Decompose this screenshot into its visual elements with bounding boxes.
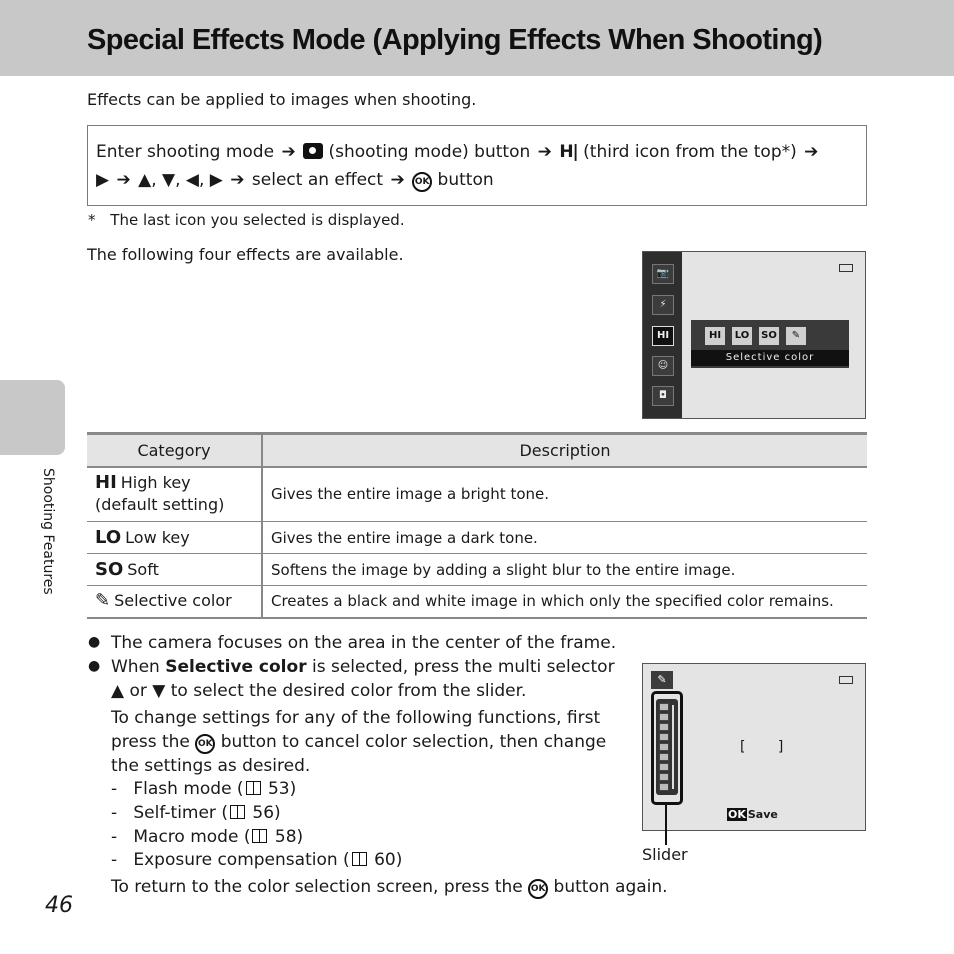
paragraph-text: button again. — [548, 877, 668, 897]
category-label: Low key — [125, 527, 190, 547]
page-ref: 60) — [374, 850, 403, 870]
page-ref: 56) — [252, 803, 281, 823]
paragraph-line: the settings as desired. — [111, 756, 311, 776]
section-side-label — [38, 468, 58, 618]
paragraph-text: button to cancel color selection, then change — [215, 732, 607, 752]
arrow-icon: ➔ — [116, 170, 131, 190]
ok-key: OK — [728, 808, 746, 821]
arrow-icon: ➔ — [281, 142, 296, 162]
procedure-box — [87, 125, 867, 206]
direction-keys: ▲, ▼, ◀, ▶ — [138, 170, 223, 190]
effect-option-high-key: HI — [705, 327, 725, 345]
category-cell — [87, 586, 262, 618]
ok-button-icon: OK — [528, 879, 548, 899]
selective-color-term: Selective color — [165, 657, 307, 677]
scene-icon: 📷 — [652, 264, 674, 284]
category-label: Soft — [127, 559, 159, 579]
smart-portrait-icon: ☺ — [652, 356, 674, 376]
focus-bracket: [ ] — [740, 739, 798, 755]
page-ref: 58) — [274, 827, 304, 847]
category-label: Selective color — [114, 591, 232, 611]
table-header-row — [87, 434, 867, 467]
description-cell: Gives the entire image a dark tone. — [262, 522, 867, 554]
paragraph-line: To change settings for any of the following functions, first — [111, 708, 601, 728]
camera-screen-effect-menu — [642, 251, 866, 419]
list-item: - Macro mode ( 58) — [111, 827, 304, 847]
list-item-label: Macro mode ( — [133, 827, 251, 847]
category-note: (default setting) — [95, 495, 225, 515]
paragraph-line — [111, 730, 606, 754]
high-key-icon: H| — [559, 142, 578, 162]
procedure-step-1: Enter shooting mode — [96, 142, 275, 162]
description-cell: Creates a black and white image in which only the specified color remains. — [262, 586, 867, 618]
effects-table — [87, 432, 867, 619]
arrow-icon: ➔ — [230, 170, 245, 190]
book-icon — [246, 781, 261, 795]
page-header — [0, 0, 954, 76]
book-icon — [230, 805, 245, 819]
effects-available-text: The following four effects are available. — [87, 245, 404, 264]
ok-save-label: Save — [747, 808, 778, 821]
bullet-icon: ● — [88, 658, 101, 674]
table-row — [87, 586, 867, 618]
footnote — [88, 211, 405, 229]
low-key-icon: LO — [95, 526, 122, 548]
paragraph-text: press the — [111, 732, 196, 752]
category-cell — [87, 554, 262, 586]
description-cell: Softens the image by adding a slight blur to the entire image. — [262, 554, 867, 586]
return-instruction — [111, 875, 668, 899]
page-ref: 53) — [267, 779, 297, 799]
book-icon — [352, 852, 367, 866]
list-item-label: Exposure compensation ( — [133, 850, 350, 870]
bullet-text: is selected, press the multi selector — [306, 657, 615, 677]
special-effects-icon: HI — [652, 326, 674, 346]
selective-color-icon: ✎ — [651, 671, 673, 689]
table-row — [87, 522, 867, 554]
book-icon — [252, 829, 267, 843]
list-item-label: Flash mode ( — [133, 779, 244, 799]
page-title: Special Effects Mode (Applying Effects When Shooting) — [87, 24, 823, 56]
arrow-icon: ➔ — [537, 142, 552, 162]
footnote-marker: * — [88, 211, 96, 229]
procedure-step-3: (third icon from the top*) — [583, 142, 797, 162]
bullet-focus: The camera focuses on the area in the center of the frame. — [111, 633, 617, 653]
list-item: - Exposure compensation ( 60) — [111, 850, 403, 870]
procedure-line-1 — [96, 138, 858, 166]
bullet-line: ▲ or ▼ to select the desired color from the slider. — [111, 681, 527, 701]
table-row — [87, 467, 867, 522]
section-side-text: Shooting Features — [40, 468, 56, 595]
bullet-text: When — [111, 657, 166, 677]
bullet-selective-color — [111, 655, 615, 679]
effect-option-low-key: LO — [732, 327, 752, 345]
ok-save-hint — [727, 808, 778, 821]
auto-mode-icon: ◘ — [652, 386, 674, 406]
procedure-step-2: (shooting mode) button — [328, 142, 531, 162]
list-item-label: Self-timer ( — [133, 803, 228, 823]
right-arrow-icon: ▶ — [96, 170, 110, 190]
selective-color-icon: ✎ — [95, 590, 111, 612]
arrow-icon: ➔ — [390, 170, 405, 190]
battery-icon — [839, 676, 853, 684]
effect-option-selective-color: ✎ — [786, 327, 806, 345]
ok-button-icon: OK — [412, 172, 432, 192]
list-item: - Self-timer ( 56) — [111, 803, 281, 823]
list-item: - Flash mode ( 53) — [111, 779, 297, 799]
soft-icon: SO — [95, 558, 124, 580]
camera-icon — [303, 143, 323, 159]
effect-selector-popup — [691, 320, 849, 368]
page-number: 46 — [45, 893, 73, 918]
description-cell: Gives the entire image a bright tone. — [262, 467, 867, 522]
description-header: Description — [262, 434, 867, 467]
procedure-step-4: select an effect — [251, 170, 384, 190]
slider-highlight — [651, 691, 683, 805]
shooting-mode-menu — [643, 252, 682, 418]
category-label: High key — [120, 473, 191, 493]
section-tab — [0, 380, 65, 455]
table-row — [87, 554, 867, 586]
night-portrait-icon: ⚡ — [652, 295, 674, 315]
battery-icon — [839, 264, 853, 272]
arrow-icon: ➔ — [804, 142, 819, 162]
slider-callout-label: Slider — [642, 845, 688, 864]
procedure-step-5: button — [437, 170, 494, 190]
category-cell — [87, 467, 262, 522]
category-cell — [87, 522, 262, 554]
procedure-line-2 — [96, 166, 858, 194]
high-key-icon: HI — [95, 472, 117, 494]
category-header: Category — [87, 434, 262, 467]
selected-effect-label: Selective color — [691, 350, 849, 366]
bullet-icon: ● — [88, 634, 101, 650]
intro-text: Effects can be applied to images when shooting. — [87, 90, 477, 109]
footnote-text: The last icon you selected is displayed. — [110, 211, 405, 229]
ok-button-icon: OK — [195, 734, 215, 754]
paragraph-text: To return to the color selection screen, press the — [111, 877, 529, 897]
effect-option-soft: SO — [759, 327, 779, 345]
slider-leader-line — [665, 805, 667, 845]
